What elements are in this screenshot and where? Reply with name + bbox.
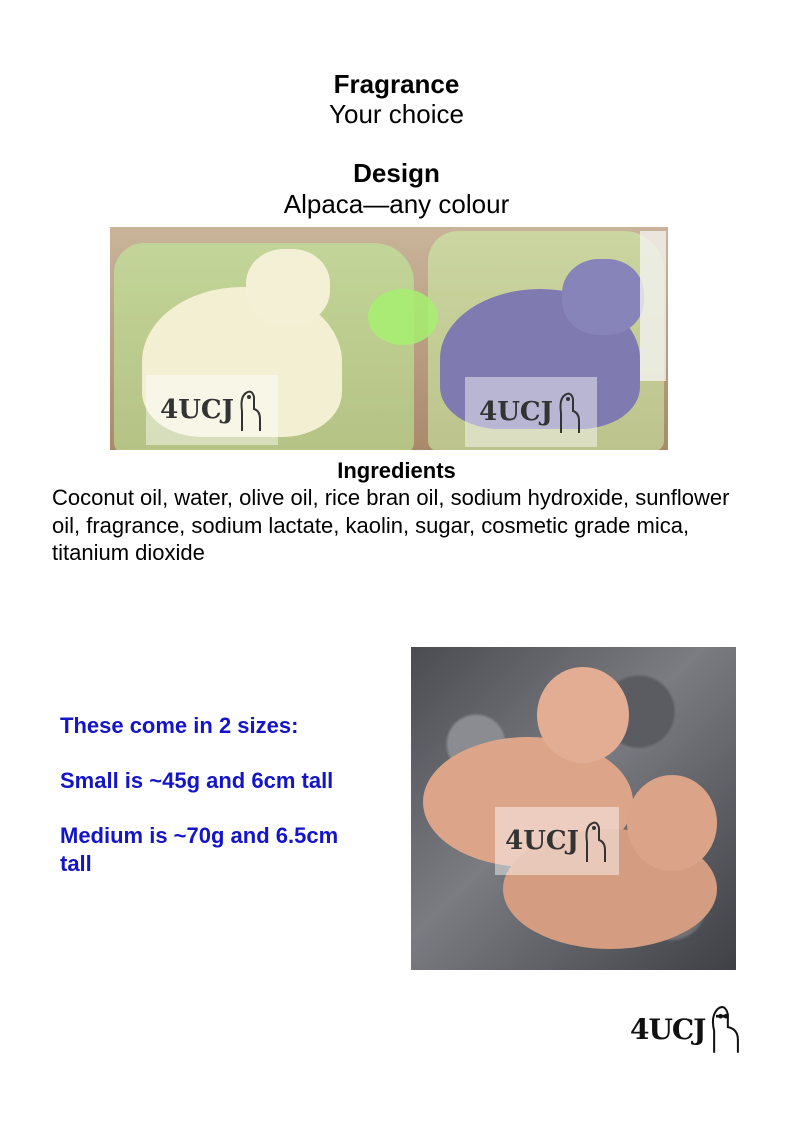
small-lamb-head [627,775,717,871]
alpaca-icon [705,1001,742,1057]
alpaca-icon [234,387,264,433]
sizes-info [60,712,360,905]
ingredients-heading: Ingredients [337,458,456,483]
watermark-center-text: 4UCJ [505,826,579,856]
soap-bags-photo [110,227,668,450]
brand-logo [630,1000,742,1058]
purple-lamb-head [562,259,644,335]
watermark-left-text: 4UCJ [160,395,234,425]
logo-text: 4UCJ [630,1012,706,1046]
size-small: Small is ~45g and 6cm tall [60,768,334,793]
cream-lamb-head [246,249,330,325]
ingredients-list: Coconut oil, water, olive oil, rice bran oil, sodium hydroxide, sunflower oil, fragrance, sodium lactate, kaolin, sugar, cosmetic grade mica, titanium dioxide [52,485,730,565]
organza-bow [368,289,438,345]
watermark-left [146,375,278,445]
terracotta-lambs-photo [411,647,736,970]
watermark-right [465,377,597,447]
large-lamb-head [537,667,629,763]
watermark-right-text: 4UCJ [479,397,553,427]
fragrance-value: Your choice [329,99,464,129]
alpaca-icon [553,389,583,435]
fragrance-heading: Fragrance [333,69,460,99]
sizes-intro: These come in 2 sizes: [60,713,299,738]
design-value: Alpaca—any colour [283,189,510,219]
watermark-center [495,807,619,875]
design-heading: Design [353,158,440,188]
alpaca-icon [579,818,609,864]
label-tag [640,231,666,381]
size-medium: Medium is ~70g and 6.5cm tall [60,823,339,876]
